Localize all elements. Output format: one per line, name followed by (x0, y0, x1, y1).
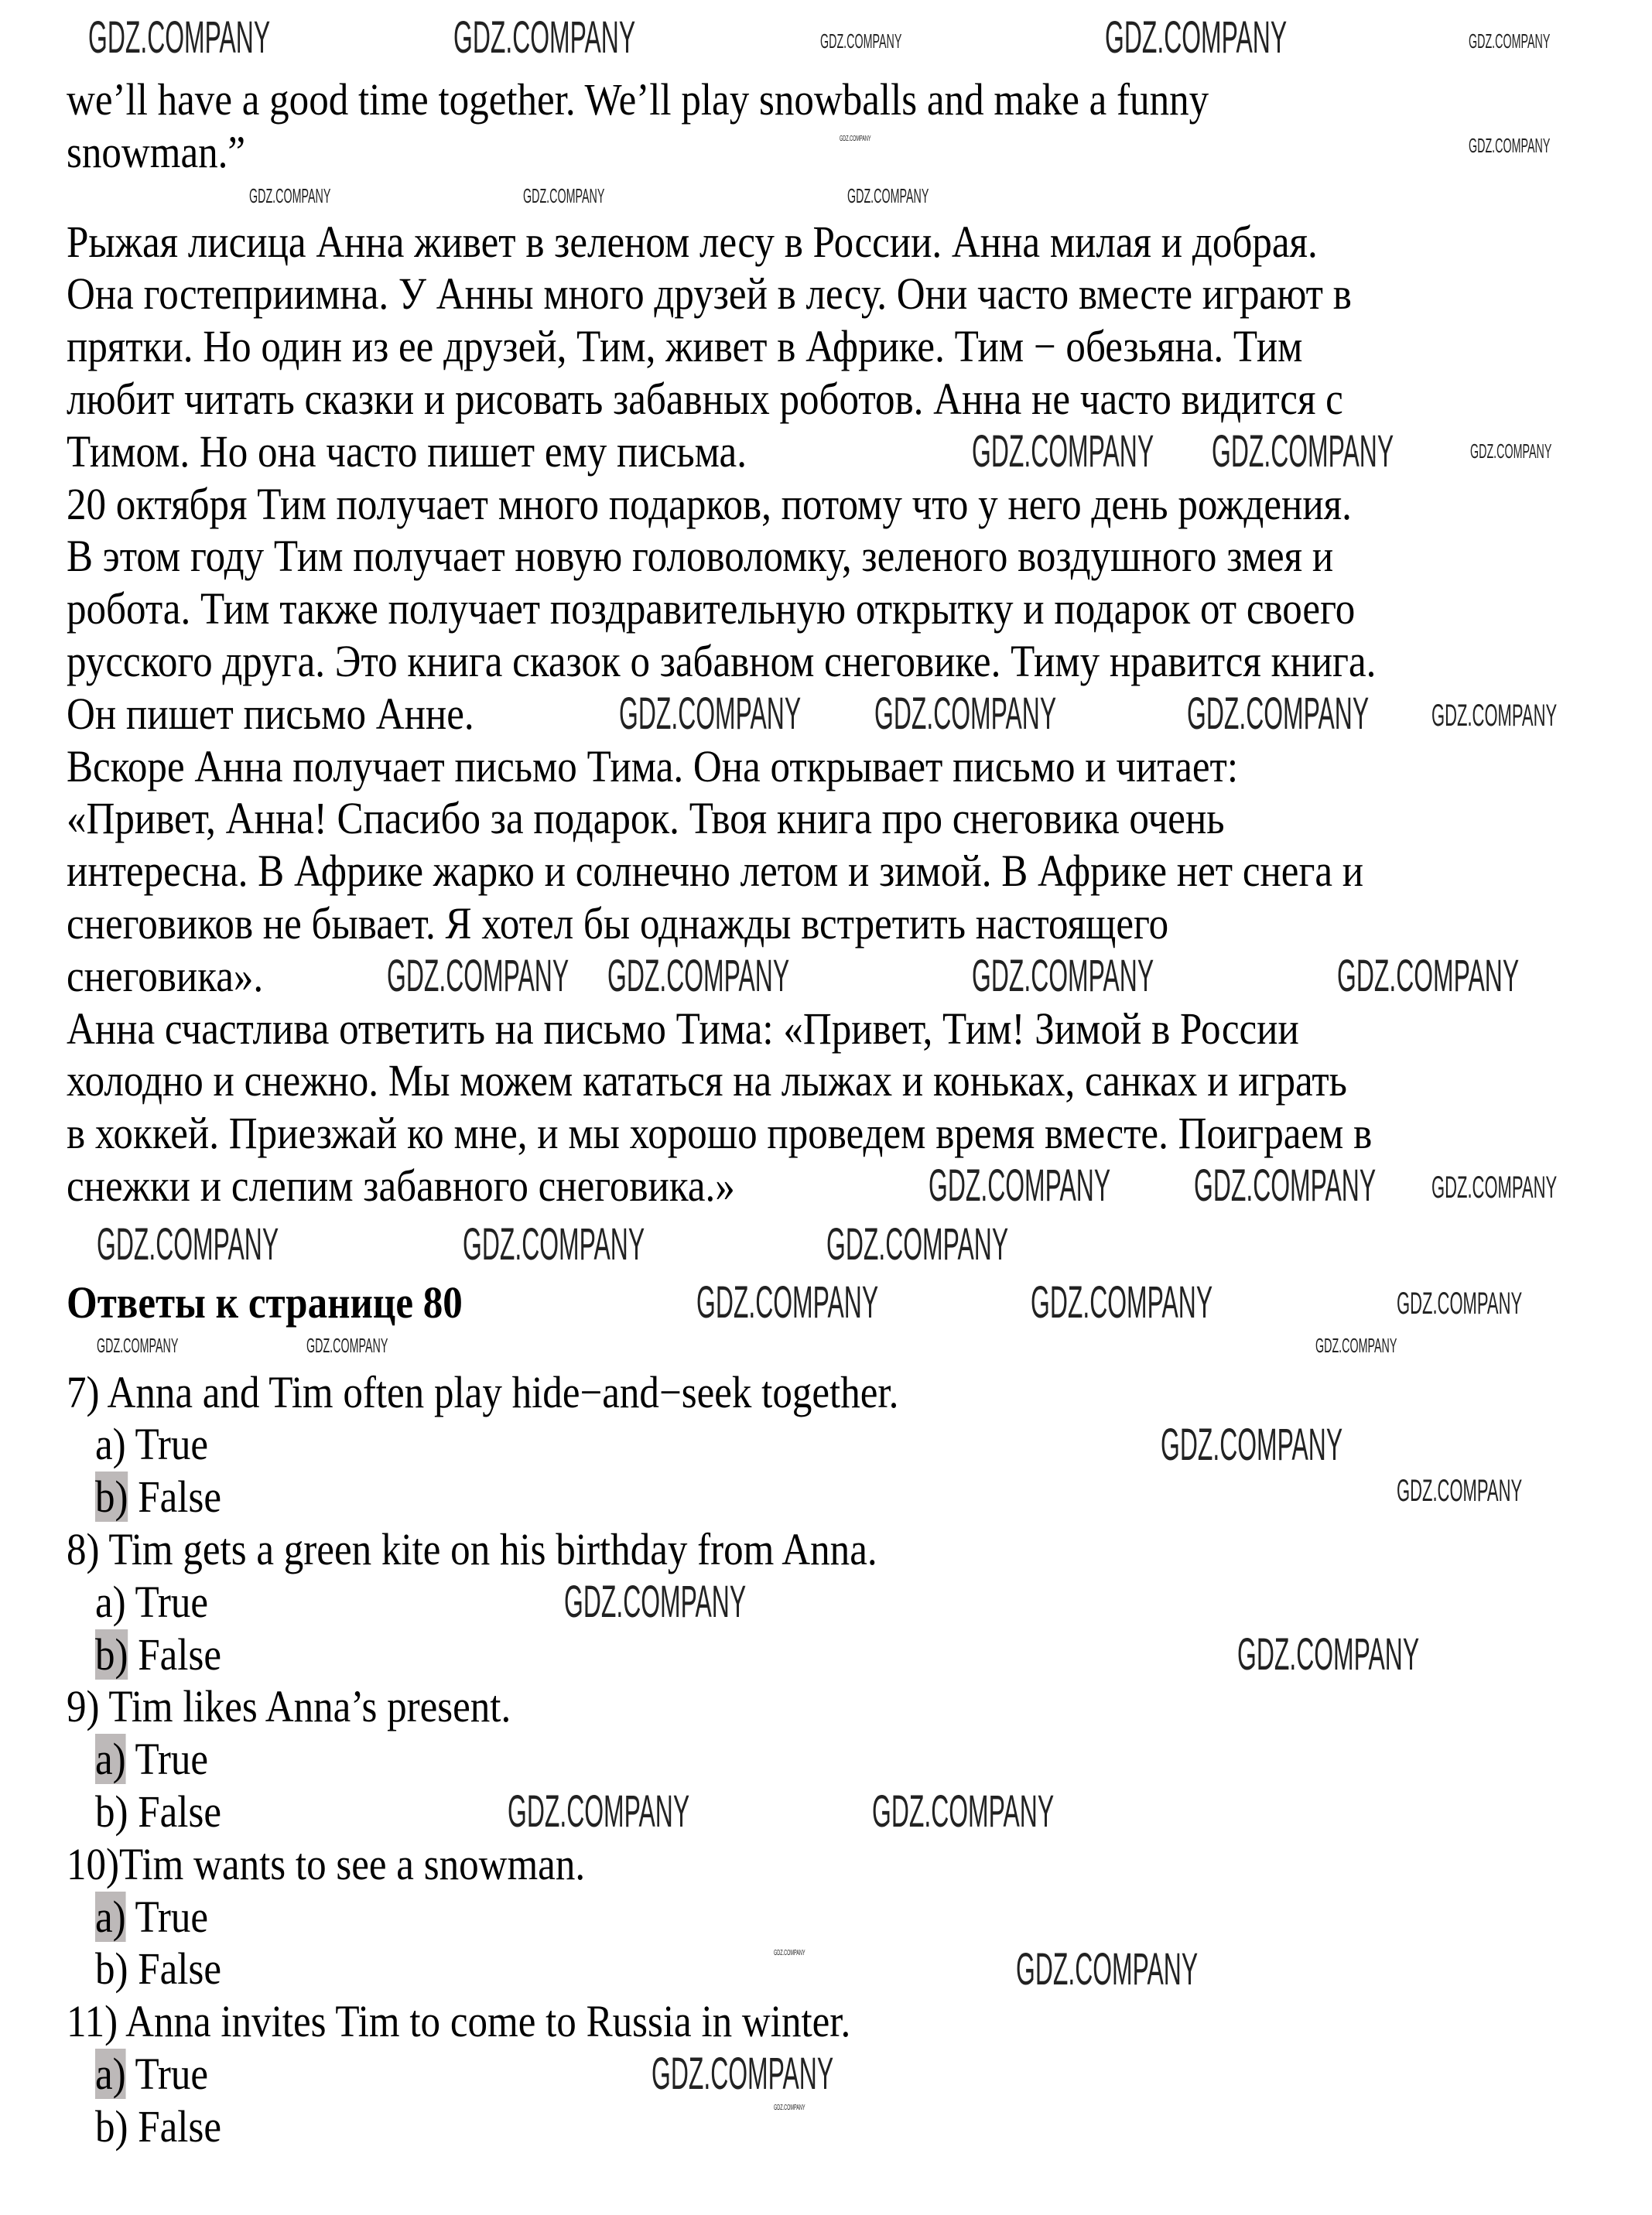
option-text: False (128, 1786, 221, 1837)
text-line: интересна. В Африке жарко и солнечно летом и зимой. В Африке нет снега и (67, 846, 1364, 897)
watermark-text: GDZ.COMPANY (826, 1219, 1009, 1270)
option-text: True (125, 1576, 209, 1627)
option-a (67, 2048, 208, 2100)
watermark-text: GDZ.COMPANY (508, 1786, 690, 1837)
question-text: 10)Tim wants to see a snowman. (67, 1838, 586, 1889)
watermark-text: GDZ.COMPANY (619, 689, 802, 739)
watermark-text: GDZ.COMPANY (1431, 1171, 1558, 1205)
text-line: Он пишет письмо Анне. (67, 688, 474, 739)
text-line: Тимом. Но она часто пишет ему письма. (67, 426, 747, 477)
option-letter: b) (94, 1943, 128, 1995)
question-text: 11) Anna invites Tim to come to Russia in winter. (67, 1996, 851, 2047)
watermark-text: GDZ.COMPANY (774, 2104, 805, 2112)
watermark-text: GDZ.COMPANY (872, 1786, 1055, 1837)
question-text: 7) Anna and Tim often play hide−and−seek together. (67, 1366, 899, 1417)
option-text: False (128, 1472, 221, 1523)
watermark-text: GDZ.COMPANY (874, 689, 1057, 739)
option-text: False (128, 1629, 221, 1680)
watermark-text: GDZ.COMPANY (1212, 426, 1394, 477)
watermark-text: GDZ.COMPANY (696, 1277, 879, 1328)
watermark-text: GDZ.COMPANY (1469, 29, 1551, 53)
question-item (67, 1838, 1614, 1995)
text-line: В этом году Тим получает новую головоломку, зеленого воздушного змея и (67, 531, 1334, 582)
text-line: «Привет, Анна! Спасибо за подарок. Твоя книга про снеговика очень (67, 793, 1225, 844)
watermark-text: GDZ.COMPANY (1194, 1160, 1377, 1211)
option-a (67, 1418, 208, 1471)
option-a (67, 1576, 208, 1629)
text-line: 20 октября Тим получает много подарков, потому что у него день рождения. (67, 478, 1352, 529)
watermark-text: GDZ.COMPANY (1397, 1287, 1523, 1321)
selected-answer-highlight: b) (94, 1629, 128, 1680)
text-line: снеговика». (67, 950, 264, 1001)
watermark-text: GDZ.COMPANY (564, 1577, 747, 1627)
watermark-text: GDZ.COMPANY (1161, 1420, 1343, 1470)
watermark-text: GDZ.COMPANY (774, 1949, 805, 1957)
watermark-text: GDZ.COMPANY (463, 1219, 645, 1270)
text-line: русского друга. Это книга сказок о забавном снеговике. Тиму нравится книга. (67, 635, 1377, 686)
selected-answer-highlight: b) (94, 1472, 128, 1523)
watermark-text: GDZ.COMPANY (1337, 951, 1520, 1001)
watermark-text: GDZ.COMPANY (847, 184, 929, 207)
option-text: False (128, 1943, 221, 1995)
selected-answer-highlight: a) (94, 2048, 126, 2099)
selected-answer-highlight: a) (94, 1891, 126, 1942)
text-line: снеговиков не бывает. Я хотел бы однажды встретить настоящего (67, 897, 1169, 949)
watermark-text: GDZ.COMPANY (972, 426, 1154, 477)
english-paragraph-tail (67, 73, 1614, 179)
watermark-text: GDZ.COMPANY (1315, 1334, 1397, 1357)
text-line: Вскоре Анна получает письмо Тима. Она открывает письмо и читает: (67, 740, 1239, 791)
option-text: False (128, 2100, 221, 2152)
text-line: Она гостеприимна. У Анны много друзей в лесу. Они часто вместе играют в (67, 268, 1352, 320)
watermark-text: GDZ.COMPANY (387, 951, 569, 1001)
watermark-text: GDZ.COMPANY (1237, 1629, 1420, 1680)
question-text: 8) Tim gets a green kite on his birthday from Anna. (67, 1523, 877, 1574)
answers-list (67, 1366, 1614, 2153)
text-line: Анна счастлива ответить на письмо Тима: «Привет, Тим! Зимой в России (67, 1003, 1299, 1054)
watermark-text: GDZ.COMPANY (97, 1334, 179, 1357)
text-line: прятки. Но один из ее друзей, Тим, живет в Африке. Тим − обезьяна. Тим (67, 321, 1303, 372)
russian-translation (67, 216, 1614, 1212)
option-text: True (125, 1891, 209, 1942)
watermark-text: GDZ.COMPANY (820, 29, 902, 53)
watermark-text: GDZ.COMPANY (1470, 439, 1552, 463)
watermark-text: GDZ.COMPANY (88, 12, 271, 63)
option-letter: b) (94, 2100, 128, 2152)
watermark-text: GDZ.COMPANY (523, 184, 605, 207)
option-a (67, 1891, 208, 1943)
question-text: 9) Tim likes Anna’s present. (67, 1681, 511, 1732)
text-line: снежки и слепим забавного снеговика.» (67, 1160, 735, 1211)
text-line: любит читать сказки и рисовать забавных роботов. Анна не часто видится с (67, 373, 1343, 424)
option-letter: a) (94, 1576, 126, 1627)
watermark-text: GDZ.COMPANY (1187, 689, 1370, 739)
text-line: we’ll have a good time together. We’ll play snowballs and make a funny (67, 74, 1209, 125)
text-line: холодно и снежно. Мы можем кататься на лыжах и коньках, санках и играть (67, 1055, 1347, 1106)
question-item (67, 1680, 1614, 1837)
question-item (67, 1995, 1614, 2152)
watermark-text: GDZ.COMPANY (972, 951, 1154, 1001)
option-b (67, 1471, 221, 1523)
option-text: True (125, 1734, 209, 1785)
question-item (67, 1366, 1614, 1523)
text-line: робота. Тим также получает поздравительную открытку и подарок от своего (67, 583, 1356, 634)
option-b (67, 1629, 221, 1681)
option-text: True (125, 2048, 209, 2099)
watermark-text: GDZ.COMPANY (1016, 1944, 1199, 1995)
option-letter: a) (94, 1419, 126, 1470)
watermark-text: GDZ.COMPANY (249, 184, 331, 207)
option-text: True (125, 1419, 209, 1470)
option-b (67, 2100, 221, 2153)
watermark-text: GDZ.COMPANY (306, 1334, 388, 1357)
option-letter: b) (94, 1786, 128, 1837)
text-line: snowman.” (67, 126, 246, 177)
watermark-text: GDZ.COMPANY (97, 1219, 279, 1270)
document-page (67, 73, 1614, 2152)
watermark-text: GDZ.COMPANY (652, 2049, 834, 2099)
text-line: в хоккей. Приезжай ко мне, и мы хорошо проведем время вместе. Поиграем в (67, 1108, 1373, 1159)
watermark-text: GDZ.COMPANY (1397, 1474, 1523, 1508)
watermark-text: GDZ.COMPANY (929, 1160, 1111, 1211)
option-a (67, 1733, 208, 1786)
answers-heading: Ответы к странице 80 (67, 1277, 463, 1328)
watermark-text: GDZ.COMPANY (1431, 699, 1558, 733)
watermark-text: GDZ.COMPANY (453, 12, 636, 63)
watermark-text: GDZ.COMPANY (607, 951, 790, 1001)
option-b (67, 1786, 221, 1838)
watermark-text: GDZ.COMPANY (1105, 12, 1288, 63)
watermark-text: GDZ.COMPANY (1031, 1277, 1213, 1328)
option-b (67, 1943, 221, 1995)
watermark-text: GDZ.COMPANY (1469, 134, 1551, 157)
text-line: Рыжая лисица Анна живет в зеленом лесу в России. Анна милая и добрая. (67, 216, 1318, 267)
selected-answer-highlight: a) (94, 1734, 126, 1785)
watermark-text: GDZ.COMPANY (840, 135, 871, 143)
